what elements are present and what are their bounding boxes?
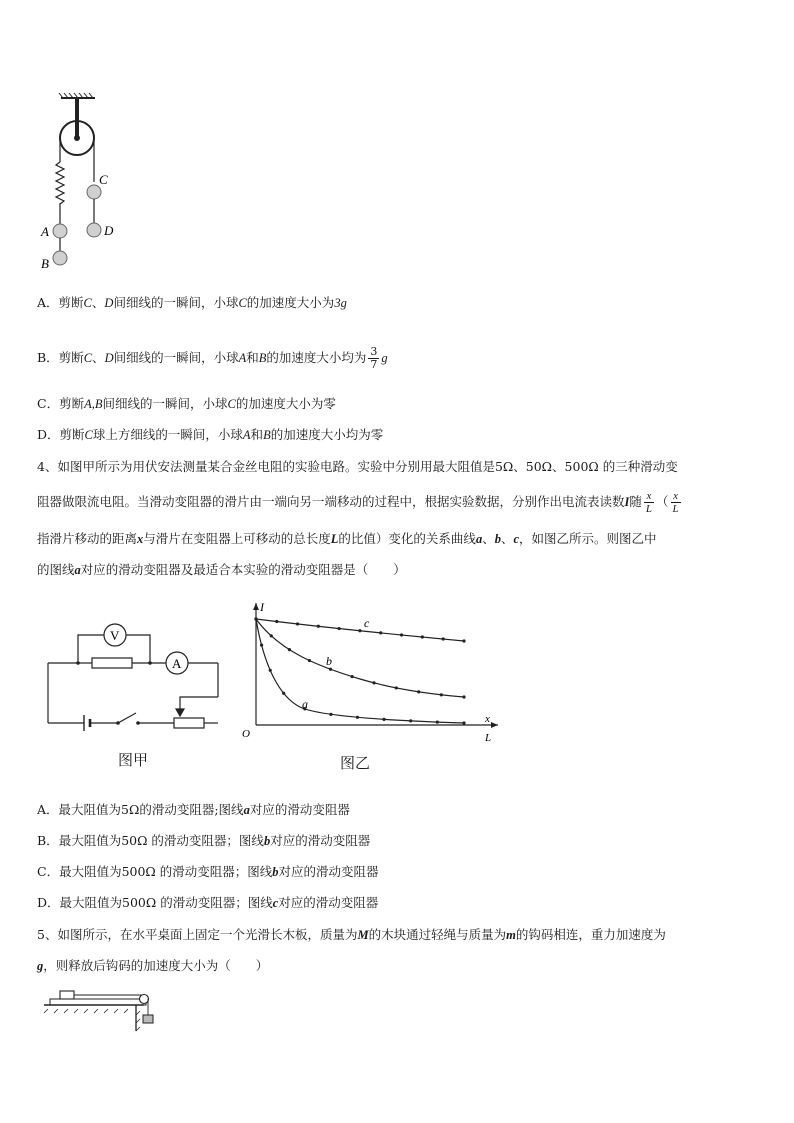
option-text: 的加速度大小为 xyxy=(246,295,335,310)
stem-text: 指滑片移动的距离 xyxy=(37,531,138,546)
curve-a-point xyxy=(329,713,332,716)
option-text: 最大阻值为500Ω 的滑动变阻器；图线 xyxy=(59,895,273,910)
option-letter: A． xyxy=(37,295,59,310)
label-d: D xyxy=(104,223,114,238)
var-d: D xyxy=(104,296,114,310)
curve-c-label: c xyxy=(364,616,370,630)
voltmeter-label: V xyxy=(110,628,120,643)
var-x: x xyxy=(137,532,144,546)
ammeter-label: A xyxy=(172,656,182,671)
curve-c-point xyxy=(358,629,361,632)
option-text: 最大阻值为50Ω 的滑动变阻器；图线 xyxy=(58,833,264,848)
option-text: 、 xyxy=(92,350,105,365)
curve-name: b xyxy=(263,834,271,848)
curve-c-point xyxy=(400,633,403,636)
var-c: C xyxy=(84,428,93,442)
curve-b-point xyxy=(372,681,375,684)
curve-b-label: b xyxy=(326,654,332,668)
q4-stem-line2 xyxy=(37,490,683,515)
var-i: I xyxy=(624,495,630,509)
option-text: 的加速度大小均为零 xyxy=(270,427,384,442)
option-letter: D． xyxy=(37,895,60,910)
option-letter: B． xyxy=(37,350,59,365)
stem-text: 的钩码相连，重力加速度为 xyxy=(515,927,666,942)
label-a: A xyxy=(41,224,49,239)
var-m-upper: M xyxy=(357,928,369,942)
fraction-denominator: L xyxy=(645,503,653,515)
var-c: C xyxy=(83,296,92,310)
q4-option-a[interactable] xyxy=(37,801,350,819)
var-a: a xyxy=(475,532,483,546)
curve-c-point xyxy=(338,627,341,630)
q4-option-c[interactable] xyxy=(37,863,379,881)
q4-option-d[interactable] xyxy=(37,894,378,912)
stem-text: 对应的滑动变阻器及最适合本实验的滑动变阻器是（ ） xyxy=(80,562,406,577)
var-c: C xyxy=(83,351,93,365)
q4-stem-line3 xyxy=(37,530,657,548)
origin-label: O xyxy=(242,728,250,740)
curve-a-point xyxy=(356,716,359,719)
curve-a-point xyxy=(409,719,412,722)
figure-a-caption: 图甲 xyxy=(118,751,149,769)
curve-name: c xyxy=(272,896,279,910)
q4-stem-line1: 4、如图甲所示为用伏安法测量某合金丝电阻的实验电路。实验中分别用最大阻值是5Ω、50Ω、500Ω 的三种滑动变 xyxy=(37,459,678,474)
x-axis-label-numerator: x xyxy=(485,713,490,725)
fraction-numerator: x xyxy=(671,490,681,503)
option-letter: B． xyxy=(37,833,59,848)
curve-a-label: a xyxy=(302,697,308,711)
curve-b-point xyxy=(462,695,465,698)
var-c: c xyxy=(513,532,520,546)
var-b: B xyxy=(263,428,271,442)
curve-b-point xyxy=(270,634,273,637)
figure-b-caption: 图乙 xyxy=(340,754,371,772)
option-text: 间细线的一瞬间，小球 xyxy=(102,396,228,411)
current-curves-graph xyxy=(240,597,505,747)
var-c: C xyxy=(227,397,236,411)
curve-b-point xyxy=(395,686,398,689)
curve-c-point xyxy=(421,635,424,638)
var-g: g xyxy=(381,351,388,365)
pulley-spring-figure xyxy=(35,92,125,272)
stem-text: 、 xyxy=(482,531,495,546)
option-text: 对应的滑动变阻器 xyxy=(278,864,379,879)
var-d: D xyxy=(104,351,114,365)
curve-b-point xyxy=(329,668,332,671)
option-text: 剪断 xyxy=(59,396,85,411)
label-b: B xyxy=(41,256,49,271)
var-l: L xyxy=(330,532,339,546)
curve-a xyxy=(256,619,464,723)
option-text: 剪断 xyxy=(58,350,84,365)
var-c: C xyxy=(238,296,247,310)
curve-a-point xyxy=(254,617,257,620)
fraction-denominator: 7 xyxy=(370,358,378,371)
curve-name: a xyxy=(243,803,250,817)
stem-text: 阻器做限流电阻。当滑动变阻器的滑片由一端向另一端移动的过程中，根据实验数据，分别作出电流表读数 xyxy=(37,494,625,509)
curve-b-point xyxy=(440,693,443,696)
curve-c-point xyxy=(462,639,465,642)
fraction-denominator: L xyxy=(672,503,679,515)
option-text: 对应的滑动变阻器 xyxy=(270,833,371,848)
var-g: g xyxy=(340,296,347,310)
option-letter: A． xyxy=(37,802,59,817)
option-text: 球上方细线的一瞬间，小球 xyxy=(92,427,243,442)
q4-stem-line4 xyxy=(37,561,406,579)
curve-a-point xyxy=(282,692,285,695)
option-text: 间细线的一瞬间，小球 xyxy=(113,350,239,365)
stem-text: 、 xyxy=(500,531,514,546)
curve-a-point xyxy=(382,718,385,721)
option-text: 剪断 xyxy=(59,427,85,442)
x-axis-label-denominator: L xyxy=(485,732,492,744)
stem-text: 的比值）变化的关系曲线 xyxy=(338,531,476,546)
var-a: A xyxy=(238,351,247,365)
var-m-lower: m xyxy=(506,928,516,942)
var-a: A xyxy=(242,428,251,442)
curve-b-point xyxy=(350,675,353,678)
y-axis-label: I xyxy=(260,600,264,614)
curve-c-point xyxy=(296,622,299,625)
option-text: 剪断 xyxy=(58,295,84,310)
option-text: 和 xyxy=(250,427,264,442)
curve-c-point xyxy=(317,625,320,628)
curve-b-point xyxy=(308,659,311,662)
curve-a-point xyxy=(260,643,263,646)
option-letter: C． xyxy=(37,864,60,879)
option-letter: C． xyxy=(37,396,60,411)
var-b: b xyxy=(494,532,501,546)
curve-c-point xyxy=(379,631,382,634)
curve-name: b xyxy=(272,865,279,879)
option-text: 间细线的一瞬间，小球 xyxy=(113,295,239,310)
q3-option-c[interactable] xyxy=(37,395,336,413)
stem-text: （ xyxy=(656,494,669,509)
value: 3 xyxy=(334,296,341,310)
curve-b-point xyxy=(288,648,291,651)
q5-stem-line2 xyxy=(37,957,268,975)
block-pulley-figure xyxy=(40,985,165,1035)
option-letter: D． xyxy=(37,427,60,442)
option-text: 对应的滑动变阻器 xyxy=(278,895,379,910)
fraction-x-over-l xyxy=(671,490,681,515)
option-text: 最大阻值为5Ω的滑动变阻器;图线 xyxy=(58,802,244,817)
option-text: 的加速度大小为零 xyxy=(235,396,336,411)
curve-a-point xyxy=(269,669,272,672)
option-text: 对应的滑动变阻器 xyxy=(249,802,350,817)
q3-option-b[interactable] xyxy=(37,346,388,371)
option-text: 和 xyxy=(246,350,259,365)
curve-c-point xyxy=(442,637,445,640)
fraction-numerator: x xyxy=(644,490,654,503)
q3-option-a[interactable] xyxy=(37,294,347,312)
q3-option-d[interactable] xyxy=(37,426,383,444)
curve-a-point xyxy=(462,721,465,724)
q4-option-b[interactable] xyxy=(37,832,370,850)
var-g: g xyxy=(37,959,44,973)
stem-text: ，如图乙所示。则图乙中 xyxy=(519,531,657,546)
curve-b-point xyxy=(417,690,420,693)
fraction xyxy=(368,346,379,371)
stem-text: 与滑片在变阻器上可移动的总长度 xyxy=(143,531,331,546)
q5-stem-line1 xyxy=(37,926,666,944)
label-c: C xyxy=(99,172,108,187)
option-text: 、 xyxy=(91,295,105,310)
var-a: a xyxy=(74,563,81,577)
curve-a-point xyxy=(436,720,439,723)
curve-c-point xyxy=(275,620,278,623)
stem-text: ，则释放后钩码的加速度大小为（ ） xyxy=(43,958,269,973)
option-text: 的加速度大小均为 xyxy=(266,350,367,365)
var-ab: A,B xyxy=(84,397,103,411)
option-text: 最大阻值为500Ω 的滑动变阻器；图线 xyxy=(59,864,273,879)
stem-text: 随 xyxy=(629,494,642,509)
var-b: B xyxy=(258,351,267,365)
fraction-x-over-l xyxy=(644,490,654,515)
stem-text: 的图线 xyxy=(37,562,75,577)
stem-text: 5、如图所示，在水平桌面上固定一个光滑长木板，质量为 xyxy=(37,927,358,942)
stem-text: 的木块通过轻绳与质量为 xyxy=(368,927,507,942)
fraction-numerator: 3 xyxy=(370,345,378,358)
